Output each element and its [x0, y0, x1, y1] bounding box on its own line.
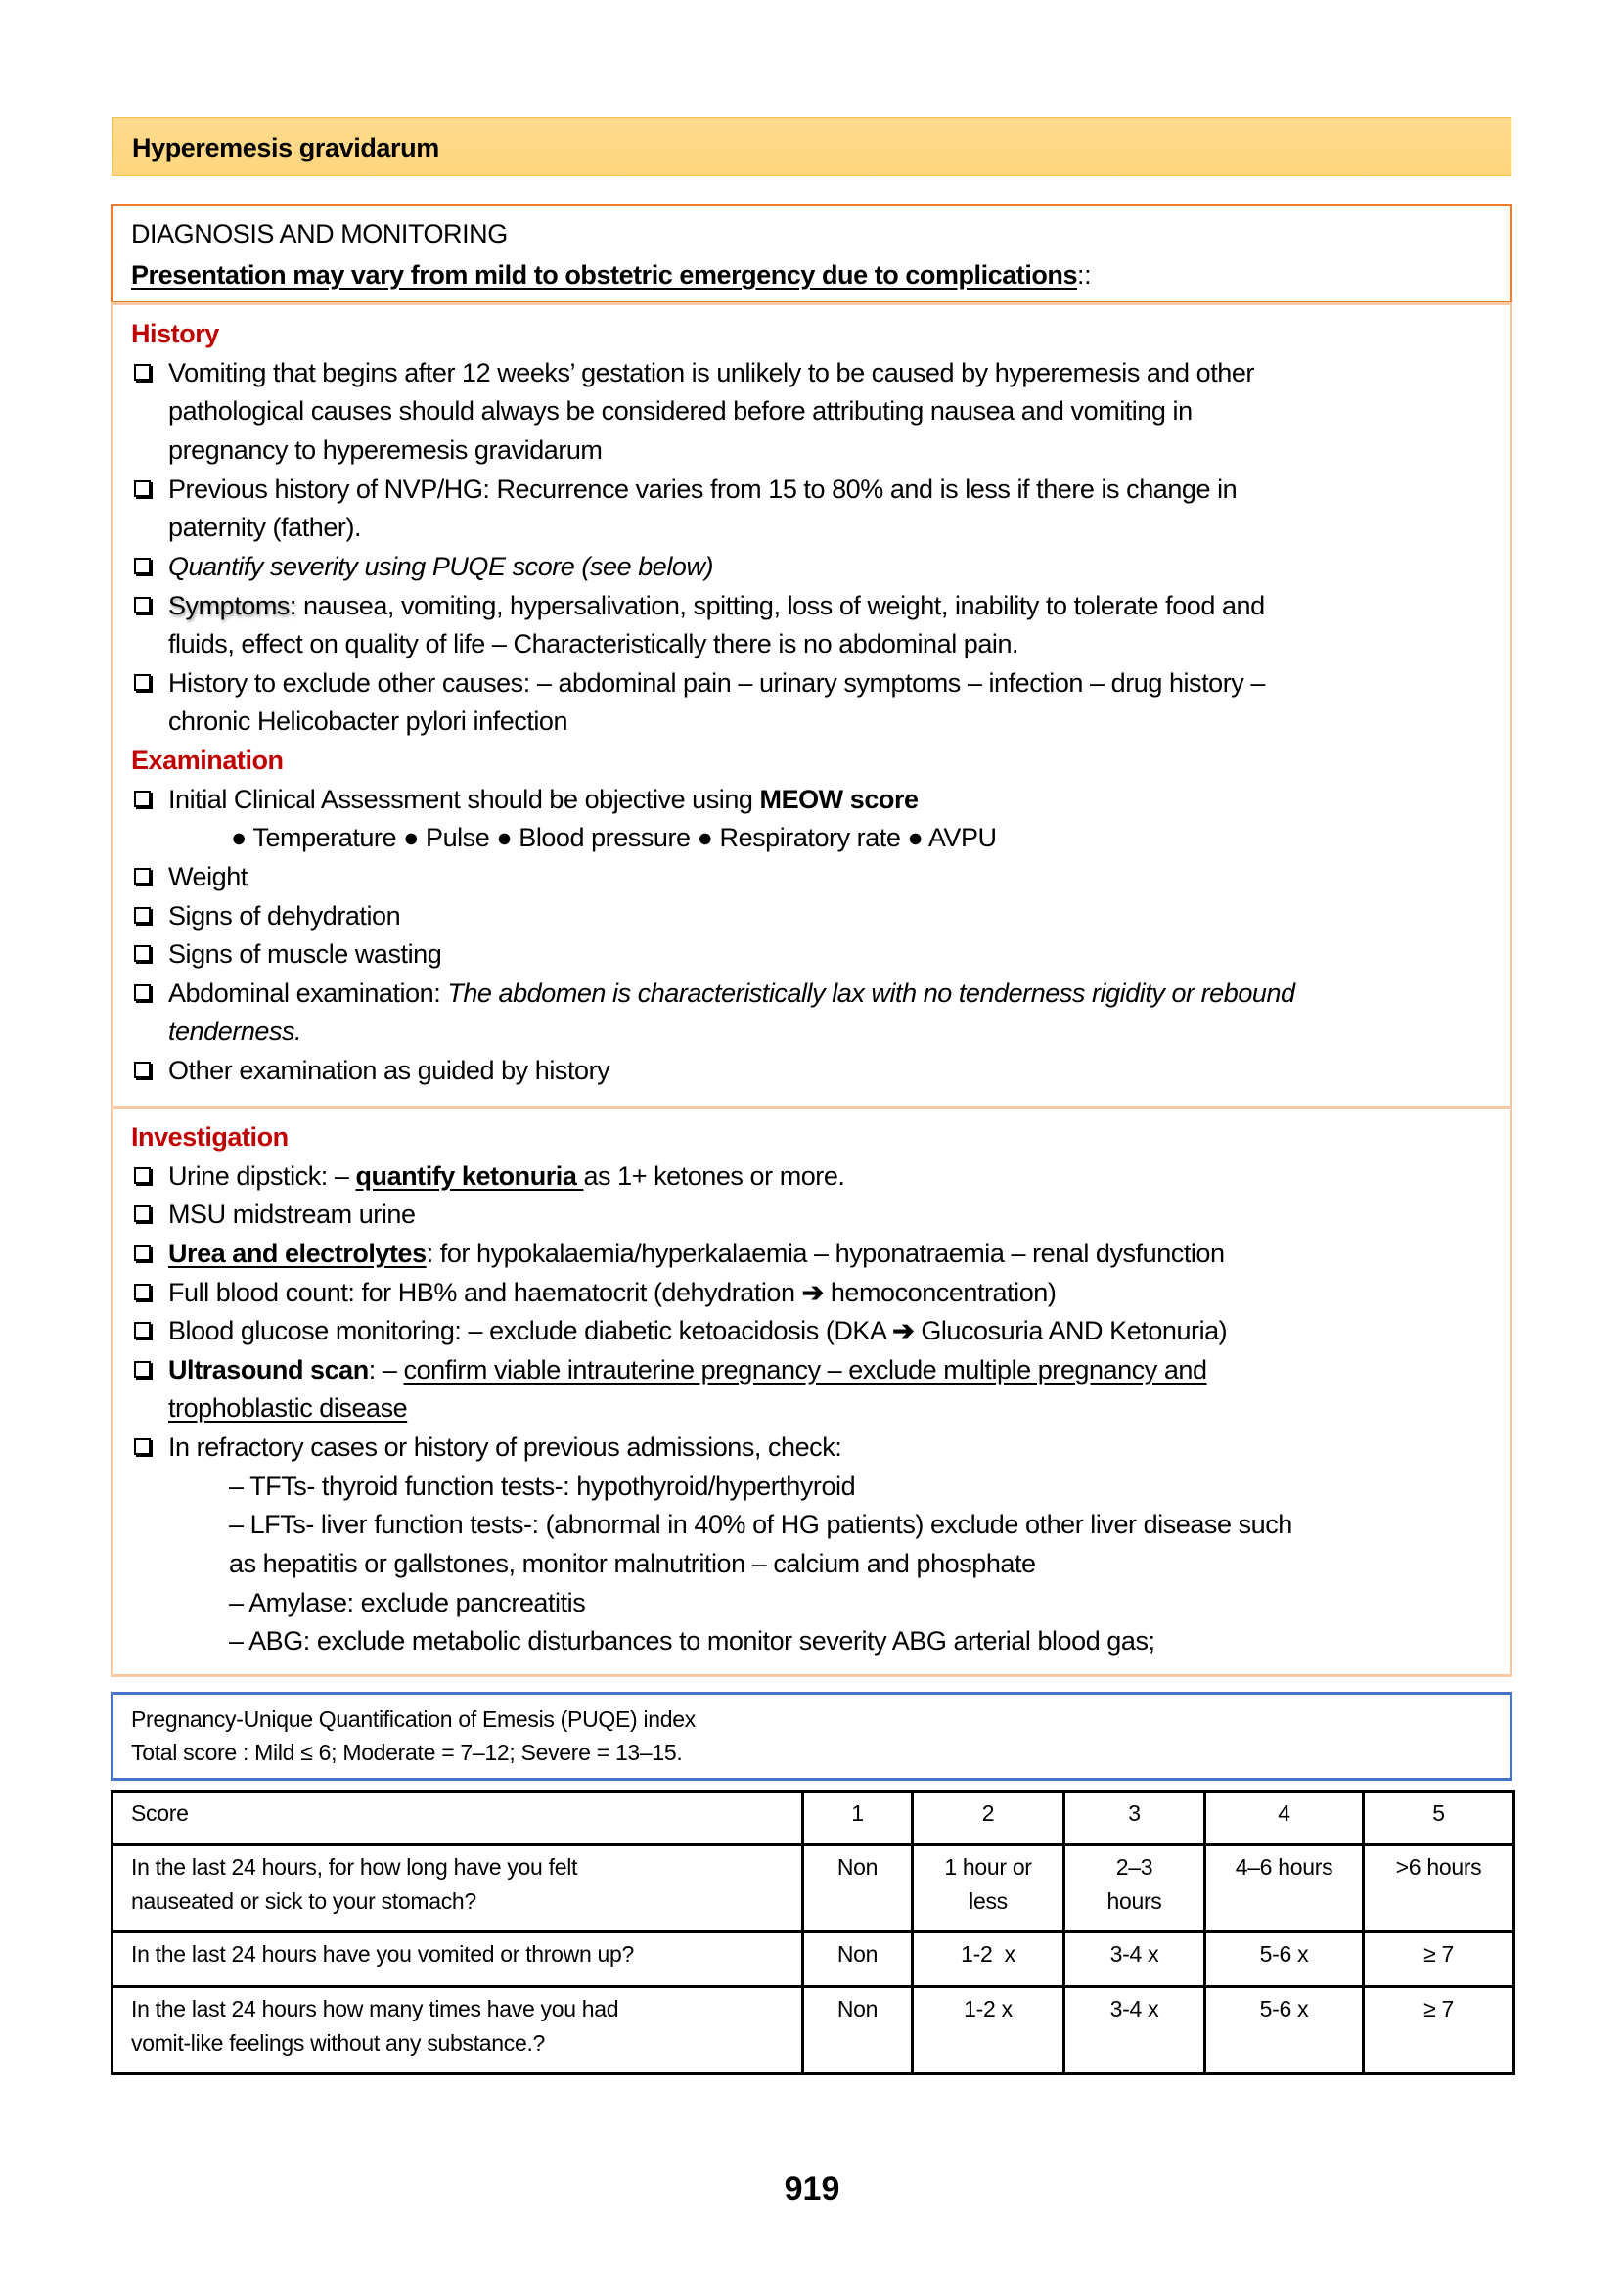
score-value: Non	[836, 1996, 879, 2021]
checkbox-icon	[132, 547, 156, 586]
question-line: nauseated or sick to your stomach?	[131, 1888, 476, 1914]
table-header-cell: 3	[1064, 1792, 1205, 1845]
invest-item-ultrasound	[168, 1350, 1207, 1389]
ultrasound-label: Ultrasound scan	[168, 1355, 369, 1385]
score-cell	[1064, 1987, 1205, 2074]
urea-detail: : for hypokalaemia/hyperkalaemia – hyponatraemia – renal dysfunction	[426, 1239, 1225, 1268]
invest-item-msu: MSU midstream urine	[168, 1200, 416, 1229]
section-subtitle	[131, 255, 1091, 295]
section-divider	[111, 1106, 1512, 1109]
urine-suffix: as 1+ ketones or more.	[583, 1161, 845, 1191]
invest-sub-tfts: – TFTs- thyroid function tests-: hypothyroid/hyperthyroid	[229, 1472, 856, 1501]
examination-heading: Examination	[131, 746, 284, 775]
question-line: vomit-like feelings without any substance.?	[131, 2030, 546, 2056]
score-value: 1-2 x	[964, 1996, 1013, 2021]
history-item-4-line-1	[168, 586, 1265, 625]
score-cell	[1205, 1845, 1364, 1932]
history-heading: History	[131, 319, 219, 348]
score-cell	[1064, 1845, 1205, 1932]
table-row	[113, 1845, 1514, 1932]
abdominal-label: Abdominal examination:	[168, 978, 448, 1008]
ultrasound-detail: confirm viable intrauterine pregnancy – exclude multiple pregnancy and	[403, 1355, 1207, 1385]
exam-item-abdominal-line-2: tenderness.	[168, 1017, 302, 1046]
urine-prefix: Urine dipstick: –	[168, 1161, 356, 1191]
invest-sub-lfts: – LFTs- liver function tests-: (abnormal in 40% of HG patients) exclude other liver disease such	[229, 1510, 1292, 1539]
invest-item-ultrasound-line-2: trophoblastic disease	[168, 1393, 408, 1423]
arrow-right-icon: ➔	[892, 1316, 915, 1345]
topic-banner	[112, 117, 1511, 176]
checkbox-icon	[132, 1350, 156, 1389]
checkbox-icon	[132, 896, 156, 935]
score-cell	[1205, 1932, 1364, 1987]
meow-text: Initial Clinical Assessment should be objective using	[168, 785, 760, 814]
score-value: 2–3	[1115, 1854, 1153, 1880]
invest-sub-lfts-cont: as hepatitis or gallstones, monitor malnutrition – calcium and phosphate	[229, 1549, 1036, 1578]
checkbox-icon	[132, 353, 156, 392]
exam-item-muscle-wasting: Signs of muscle wasting	[168, 939, 442, 969]
table-header-cell: Score	[113, 1792, 803, 1845]
score-value: >6 hours	[1395, 1854, 1482, 1880]
score-value: 3-4 x	[1109, 1996, 1159, 2021]
score-value: 1 hour or	[944, 1854, 1032, 1880]
score-cell	[803, 1932, 913, 1987]
score-value: ≥ 7	[1423, 1996, 1454, 2021]
score-value: Non	[836, 1854, 879, 1880]
score-value: 1-2 x	[961, 1941, 1015, 1967]
history-item-3: Quantify severity using PUQE score (see below)	[168, 552, 714, 581]
score-cell	[913, 1845, 1064, 1932]
question-cell	[113, 1932, 803, 1987]
puqe-scoring: Total score : Mild ≤ 6; Moderate = 7–12; Severe = 13–15.	[131, 1740, 683, 1765]
score-cell	[1364, 1845, 1514, 1932]
arrow-right-icon: ➔	[801, 1278, 824, 1307]
page-number: 919	[784, 2170, 840, 2207]
abdominal-detail: The abdomen is characteristically lax with no tenderness rigidity or rebound	[447, 978, 1295, 1008]
history-item-5-line-1: History to exclude other causes: – abdominal pain – urinary symptoms – infection – drug history –	[168, 668, 1265, 698]
subtitle-suffix: ::	[1077, 260, 1092, 290]
score-value: hours	[1106, 1888, 1162, 1914]
checkbox-icon	[132, 974, 156, 1013]
ultrasound-sep: : –	[368, 1355, 404, 1385]
score-cell	[1064, 1932, 1205, 1987]
checkbox-icon	[132, 1157, 156, 1196]
subtitle-text: Presentation may vary from mild to obstetric emergency due to complications	[131, 260, 1078, 290]
checkbox-icon	[132, 934, 156, 974]
table-header-cell: 2	[913, 1792, 1064, 1845]
history-item-2-line-2: paternity (father).	[168, 513, 362, 542]
table-header-cell: 1	[803, 1792, 913, 1845]
checkbox-icon	[132, 857, 156, 896]
history-item-4-line-2: fluids, effect on quality of life – Characteristically there is no abdominal pain.	[168, 629, 1019, 658]
score-value: 5-6 x	[1259, 1941, 1309, 1967]
table-row	[113, 1987, 1514, 2074]
history-item-2-line-1: Previous history of NVP/HG: Recurrence varies from 15 to 80% and is less if there is change in	[168, 475, 1238, 504]
glucose-suffix: Glucosuria AND Ketonuria)	[914, 1316, 1228, 1345]
exam-item-weight: Weight	[168, 862, 248, 891]
exam-item-meow	[168, 780, 919, 819]
symptoms-text: nausea, vomiting, hypersalivation, spitting, loss of weight, inability to tolerate food and	[295, 591, 1265, 620]
score-cell	[803, 1987, 913, 2074]
history-item-5-line-2: chronic Helicobacter pylori infection	[168, 706, 568, 736]
score-cell	[1364, 1987, 1514, 2074]
invest-item-urine-dipstick	[168, 1157, 844, 1196]
score-cell	[1205, 1987, 1364, 2074]
question-line: In the last 24 hours have you vomited or thrown up?	[131, 1941, 635, 1967]
section-title: DIAGNOSIS AND MONITORING	[131, 219, 508, 249]
checkbox-icon	[132, 1311, 156, 1350]
score-cell	[1364, 1932, 1514, 1987]
fbc-suffix: hemoconcentration)	[823, 1278, 1057, 1307]
question-cell	[113, 1845, 803, 1932]
score-value: ≥ 7	[1423, 1941, 1454, 1967]
invest-item-urea	[168, 1234, 1225, 1273]
checkbox-icon	[132, 1051, 156, 1090]
invest-sub-amylase: – Amylase: exclude pancreatitis	[229, 1588, 586, 1617]
score-value: 5-6 x	[1259, 1996, 1309, 2021]
exam-vitals-list: ● Temperature ● Pulse ● Blood pressure ● Respiratory rate ● AVPU	[231, 823, 997, 852]
score-cell	[803, 1845, 913, 1932]
exam-item-other: Other examination as guided by history	[168, 1056, 610, 1085]
history-item-1-line-3: pregnancy to hyperemesis gravidarum	[168, 435, 603, 465]
checkbox-icon	[132, 1195, 156, 1234]
invest-item-glucose	[168, 1311, 1227, 1350]
symptoms-label: Symptoms:	[168, 591, 296, 620]
checkbox-icon	[132, 1234, 156, 1273]
fbc-prefix: Full blood count: for HB% and haematocrit (dehydration	[168, 1278, 802, 1307]
table-header-row	[113, 1792, 1514, 1845]
checkbox-icon	[132, 780, 156, 819]
checkbox-icon	[132, 586, 156, 625]
ketonuria-emphasis: quantify ketonuria	[355, 1161, 584, 1191]
checkbox-icon	[132, 470, 156, 509]
puqe-title: Pregnancy-Unique Quantification of Emesis (PUQE) index	[131, 1706, 696, 1732]
exam-item-abdominal	[168, 974, 1295, 1013]
score-value: 4–6 hours	[1235, 1854, 1333, 1880]
invest-sub-abg: – ABG: exclude metabolic disturbances to monitor severity ABG arterial blood gas;	[229, 1626, 1155, 1656]
table-header-cell: 5	[1364, 1792, 1514, 1845]
topic-title: Hyperemesis gravidarum	[132, 133, 439, 162]
question-line: In the last 24 hours, for how long have you felt	[131, 1854, 578, 1880]
puqe-score-table	[111, 1790, 1515, 2075]
question-cell	[113, 1987, 803, 2074]
glucose-prefix: Blood glucose monitoring: – exclude diabetic ketoacidosis (DKA	[168, 1316, 893, 1345]
score-cell	[913, 1987, 1064, 2074]
urea-label: Urea and electrolytes	[168, 1239, 427, 1268]
question-line: In the last 24 hours how many times have you had	[131, 1996, 619, 2021]
meow-score-label: MEOW score	[759, 785, 919, 814]
invest-item-refractory: In refractory cases or history of previous admissions, check:	[168, 1432, 842, 1462]
table-header-cell: 4	[1205, 1792, 1364, 1845]
checkbox-icon	[132, 1273, 156, 1312]
score-value: 3-4 x	[1109, 1941, 1159, 1967]
investigation-heading: Investigation	[131, 1122, 289, 1152]
invest-item-fbc	[168, 1273, 1056, 1312]
history-item-1-line-1: Vomiting that begins after 12 weeks’ gestation is unlikely to be caused by hyperemesis and other	[168, 358, 1254, 387]
history-item-1-line-2: pathological causes should always be considered before attributing nausea and vomiting in	[168, 396, 1193, 426]
checkbox-icon	[132, 1428, 156, 1467]
score-value: less	[969, 1888, 1008, 1914]
score-value: Non	[836, 1941, 879, 1967]
exam-item-dehydration: Signs of dehydration	[168, 901, 401, 931]
score-cell	[913, 1932, 1064, 1987]
checkbox-icon	[132, 663, 156, 703]
table-row	[113, 1932, 1514, 1987]
